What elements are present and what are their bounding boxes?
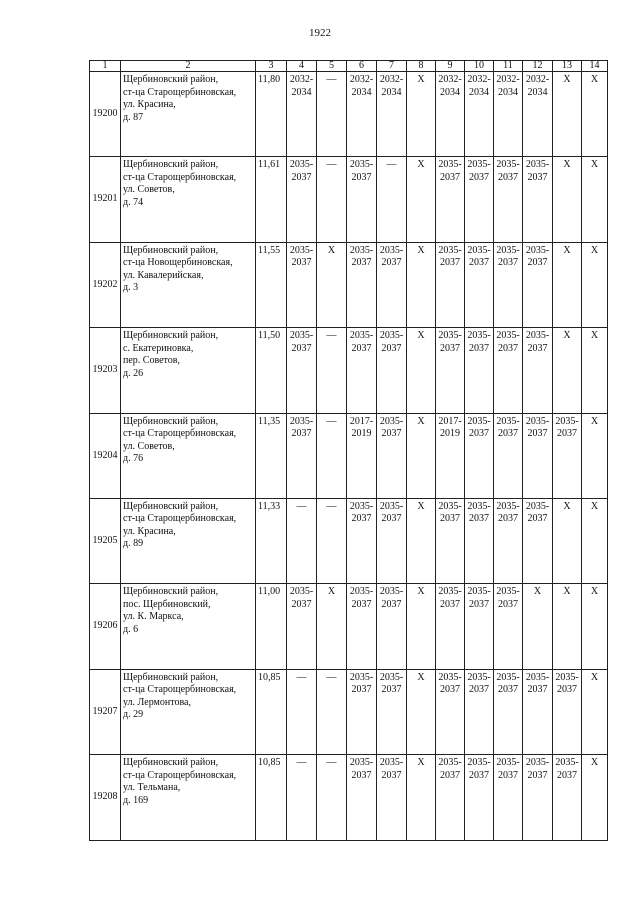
value-cell-c11: 2035-2037: [494, 669, 523, 754]
value-cell-c6: 2035-2037: [347, 157, 377, 242]
page-number: 1922: [309, 27, 331, 39]
address-line: Щербиновский район,: [123, 159, 219, 171]
value-cell-c9: 2035-2037: [436, 157, 465, 242]
table-row: [90, 413, 608, 498]
address-line: ул. Кавалерийская,: [123, 269, 204, 281]
value-cell-c8: X: [407, 413, 436, 498]
address-line: Щербиновский район,: [123, 244, 219, 256]
address-line: пер. Советов,: [123, 355, 181, 367]
value-cell-c8: X: [407, 669, 436, 754]
value-cell-c10: 2035-2037: [465, 669, 494, 754]
address-line: Щербиновский район,: [123, 330, 219, 342]
table-row: [90, 72, 608, 157]
value-cell-c14: X: [582, 669, 608, 754]
column-header-3: 3: [256, 61, 287, 72]
value-cell-c12: 2035-2037: [523, 157, 553, 242]
value-cell-c12: 2035-2037: [523, 242, 553, 327]
column-header-11: 11: [494, 61, 523, 72]
address-line: Щербиновский район,: [123, 671, 219, 683]
value-cell-c7: 2035-2037: [377, 328, 407, 413]
row-number: 19205: [90, 498, 121, 583]
value-cell-c14: X: [582, 242, 608, 327]
value-cell-c11: 2035-2037: [494, 242, 523, 327]
address-cell: [121, 328, 256, 413]
value-cell-c14: X: [582, 755, 608, 840]
value-cell-c13: X: [553, 498, 582, 583]
table-row: [90, 157, 608, 242]
table-row: [90, 242, 608, 327]
value-cell-c4: 2032-2034: [287, 72, 317, 157]
area-cell: 11,33: [256, 498, 287, 583]
value-cell-c8: X: [407, 755, 436, 840]
value-cell-c11: 2035-2037: [494, 413, 523, 498]
value-cell-c12: 2035-2037: [523, 669, 553, 754]
address-line: ул. Советов,: [123, 440, 175, 452]
value-cell-c7: 2035-2037: [377, 755, 407, 840]
value-cell-c12: 2035-2037: [523, 755, 553, 840]
address-line: д. 76: [123, 453, 144, 465]
address-line: с. Екатериновка,: [123, 342, 194, 354]
value-cell-c13: 2035-2037: [553, 669, 582, 754]
address-line: ст-ца Старощербиновская,: [123, 769, 237, 781]
value-cell-c7: 2035-2037: [377, 498, 407, 583]
column-header-1: 1: [90, 61, 121, 72]
address-line: д. 87: [123, 111, 144, 123]
value-cell-c9: 2017-2019: [436, 413, 465, 498]
value-cell-c13: 2035-2037: [553, 755, 582, 840]
address-line: ст-ца Старощербиновская,: [123, 428, 237, 440]
value-cell-c13: 2035-2037: [553, 413, 582, 498]
value-cell-c9: 2035-2037: [436, 242, 465, 327]
address-line: д. 26: [123, 367, 144, 379]
value-cell-c4: 2035-2037: [287, 157, 317, 242]
column-header-10: 10: [465, 61, 494, 72]
value-cell-c6: 2032-2034: [347, 72, 377, 157]
row-number: 19204: [90, 413, 121, 498]
value-cell-c5: —: [317, 413, 347, 498]
value-cell-c7: 2032-2034: [377, 72, 407, 157]
address-line: ул. К. Маркса,: [123, 611, 184, 623]
area-cell: 11,80: [256, 72, 287, 157]
column-header-12: 12: [523, 61, 553, 72]
value-cell-c4: —: [287, 755, 317, 840]
value-cell-c14: X: [582, 72, 608, 157]
value-cell-c5: X: [317, 584, 347, 669]
value-cell-c12: 2035-2037: [523, 328, 553, 413]
value-cell-c11: 2035-2037: [494, 584, 523, 669]
address-cell: [121, 72, 256, 157]
column-header-13: 13: [553, 61, 582, 72]
value-cell-c14: X: [582, 157, 608, 242]
value-cell-c11: 2035-2037: [494, 755, 523, 840]
value-cell-c7: 2035-2037: [377, 584, 407, 669]
value-cell-c10: 2035-2037: [465, 584, 494, 669]
value-cell-c5: X: [317, 242, 347, 327]
value-cell-c12: X: [523, 584, 553, 669]
area-cell: 11,50: [256, 328, 287, 413]
column-header-7: 7: [377, 61, 407, 72]
address-line: ст-ца Старощербиновская,: [123, 86, 237, 98]
address-line: ул. Красина,: [123, 99, 176, 110]
value-cell-c5: —: [317, 72, 347, 157]
value-cell-c5: —: [317, 669, 347, 754]
value-cell-c10: 2032-2034: [465, 72, 494, 157]
address-line: д. 3: [123, 282, 139, 294]
value-cell-c6: 2035-2037: [347, 498, 377, 583]
value-cell-c8: X: [407, 242, 436, 327]
column-header-5: 5: [317, 61, 347, 72]
address-line: д. 169: [123, 794, 149, 806]
row-number: 19201: [90, 157, 121, 242]
value-cell-c8: X: [407, 157, 436, 242]
table-body: [90, 72, 608, 841]
address-line: ст-ца Старощербиновская,: [123, 684, 237, 696]
table-row: [90, 584, 608, 669]
value-cell-c8: X: [407, 328, 436, 413]
area-cell: 11,35: [256, 413, 287, 498]
value-cell-c5: —: [317, 157, 347, 242]
address-line: ул. Красина,: [123, 525, 176, 537]
table-row: [90, 498, 608, 583]
data-table: [89, 60, 608, 841]
address-line: ул. Тельмана,: [123, 782, 181, 794]
value-cell-c8: X: [407, 584, 436, 669]
value-cell-c6: 2017-2019: [347, 413, 377, 498]
value-cell-c4: 2035-2037: [287, 328, 317, 413]
address-line: ст-ца Новощербиновская,: [123, 257, 233, 269]
value-cell-c4: —: [287, 669, 317, 754]
address-cell: [121, 242, 256, 327]
column-header-4: 4: [287, 61, 317, 72]
area-cell: 11,55: [256, 242, 287, 327]
address-line: ст-ца Старощербиновская,: [123, 513, 237, 525]
address-cell: [121, 584, 256, 669]
value-cell-c14: X: [582, 584, 608, 669]
value-cell-c13: X: [553, 242, 582, 327]
address-line: Щербиновский район,: [123, 586, 219, 598]
address-line: д. 6: [123, 623, 139, 635]
value-cell-c12: 2035-2037: [523, 498, 553, 583]
row-number: 19203: [90, 328, 121, 413]
value-cell-c6: 2035-2037: [347, 669, 377, 754]
value-cell-c7: 2035-2037: [377, 413, 407, 498]
address-cell: [121, 413, 256, 498]
table-row: [90, 669, 608, 754]
address-line: ст-ца Старощербиновская,: [123, 171, 237, 183]
column-header-9: 9: [436, 61, 465, 72]
value-cell-c10: 2035-2037: [465, 498, 494, 583]
header-row: [90, 61, 608, 72]
value-cell-c10: 2035-2037: [465, 413, 494, 498]
address-line: Щербиновский район,: [123, 415, 219, 427]
area-cell: 11,61: [256, 157, 287, 242]
value-cell-c10: 2035-2037: [465, 755, 494, 840]
row-number: 19202: [90, 242, 121, 327]
table-row: [90, 755, 608, 840]
address-line: д. 74: [123, 196, 144, 208]
column-header-6: 6: [347, 61, 377, 72]
value-cell-c12: 2032-2034: [523, 72, 553, 157]
value-cell-c13: X: [553, 157, 582, 242]
value-cell-c14: X: [582, 498, 608, 583]
row-number: 19206: [90, 584, 121, 669]
value-cell-c11: 2035-2037: [494, 328, 523, 413]
value-cell-c9: 2035-2037: [436, 669, 465, 754]
value-cell-c10: 2035-2037: [465, 328, 494, 413]
address-line: пос. Щербиновский,: [123, 598, 211, 610]
value-cell-c4: 2035-2037: [287, 584, 317, 669]
value-cell-c5: —: [317, 498, 347, 583]
value-cell-c9: 2035-2037: [436, 584, 465, 669]
value-cell-c13: X: [553, 584, 582, 669]
value-cell-c6: 2035-2037: [347, 755, 377, 840]
value-cell-c9: 2035-2037: [436, 328, 465, 413]
address-line: ул. Лермонтова,: [123, 696, 191, 708]
address-line: Щербиновский район,: [123, 74, 219, 85]
value-cell-c11: 2035-2037: [494, 498, 523, 583]
value-cell-c4: 2035-2037: [287, 413, 317, 498]
value-cell-c4: 2035-2037: [287, 242, 317, 327]
value-cell-c7: —: [377, 157, 407, 242]
value-cell-c8: X: [407, 72, 436, 157]
value-cell-c4: —: [287, 498, 317, 583]
address-line: Щербиновский район,: [123, 500, 219, 512]
value-cell-c7: 2035-2037: [377, 242, 407, 327]
value-cell-c10: 2035-2037: [465, 157, 494, 242]
address-cell: [121, 498, 256, 583]
address-cell: [121, 669, 256, 754]
column-header-14: 14: [582, 61, 608, 72]
row-number: 19207: [90, 669, 121, 754]
value-cell-c9: 2035-2037: [436, 498, 465, 583]
row-number: 19208: [90, 755, 121, 840]
column-header-8: 8: [407, 61, 436, 72]
column-header-2: 2: [121, 61, 256, 72]
value-cell-c5: —: [317, 328, 347, 413]
value-cell-c10: 2035-2037: [465, 242, 494, 327]
value-cell-c14: X: [582, 328, 608, 413]
address-cell: [121, 755, 256, 840]
address-line: ул. Советов,: [123, 184, 175, 196]
value-cell-c8: X: [407, 498, 436, 583]
value-cell-c14: X: [582, 413, 608, 498]
row-number: 19200: [90, 72, 121, 157]
value-cell-c11: 2032-2034: [494, 72, 523, 157]
address-line: Щербиновский район,: [123, 757, 219, 769]
value-cell-c11: 2035-2037: [494, 157, 523, 242]
value-cell-c6: 2035-2037: [347, 242, 377, 327]
area-cell: 11,00: [256, 584, 287, 669]
value-cell-c12: 2035-2037: [523, 413, 553, 498]
value-cell-c7: 2035-2037: [377, 669, 407, 754]
value-cell-c13: X: [553, 328, 582, 413]
table-row: [90, 328, 608, 413]
value-cell-c13: X: [553, 72, 582, 157]
value-cell-c6: 2035-2037: [347, 328, 377, 413]
value-cell-c5: —: [317, 755, 347, 840]
address-line: д. 29: [123, 709, 144, 721]
value-cell-c9: 2032-2034: [436, 72, 465, 157]
value-cell-c9: 2035-2037: [436, 755, 465, 840]
value-cell-c6: 2035-2037: [347, 584, 377, 669]
area-cell: 10,85: [256, 755, 287, 840]
address-line: д. 89: [123, 538, 144, 550]
area-cell: 10,85: [256, 669, 287, 754]
address-cell: [121, 157, 256, 242]
